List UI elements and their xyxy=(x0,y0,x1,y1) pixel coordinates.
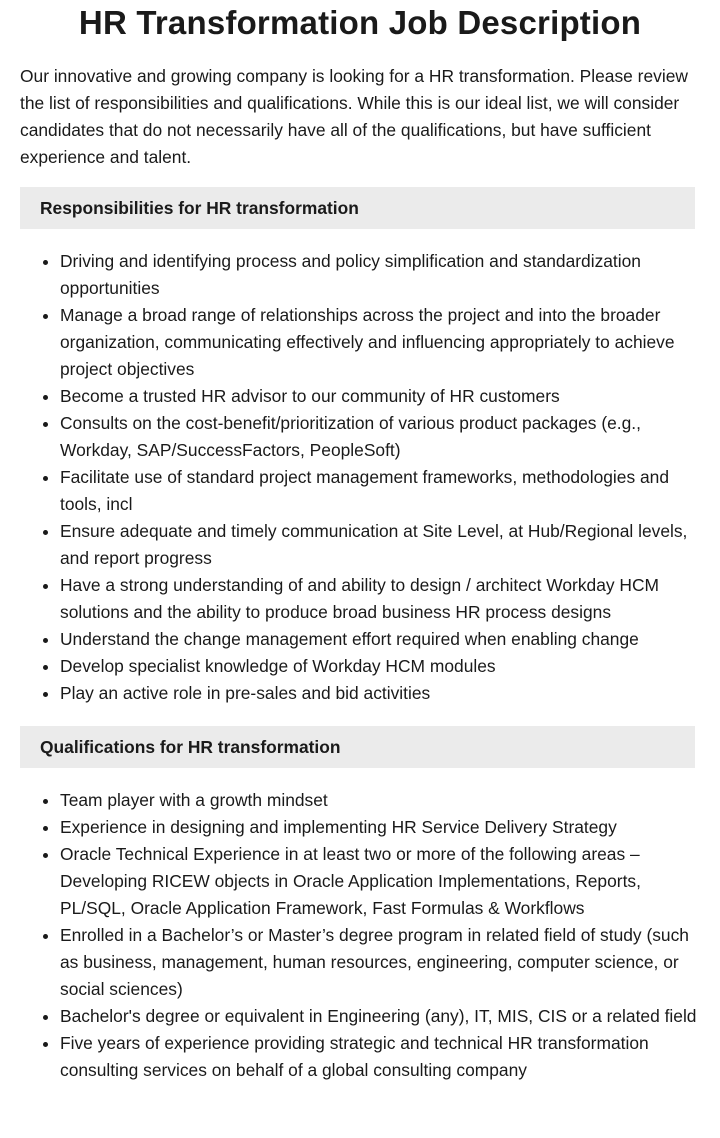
list-item: • Enrolled in a Bachelor’s or Master’s degree program in related field of study (such as business, management, human resources, engineering, computer science, or social sciences) xyxy=(60,922,700,1003)
list-item: • Driving and identifying process and policy simplification and standardization opportunities xyxy=(60,248,700,302)
responsibilities-heading: Responsibilities for HR transformation xyxy=(20,187,695,229)
qualifications-heading: Qualifications for HR transformation xyxy=(20,726,695,768)
list-item: • Bachelor's degree or equivalent in Engineering (any), IT, MIS, CIS or a related field xyxy=(60,1003,700,1030)
list-item: • Oracle Technical Experience in at least two or more of the following areas – Developing RICEW objects in Oracle Application Implementations, Reports, PL/SQL, Oracle Application Framework, Fast Formulas & Workflows xyxy=(60,841,700,922)
list-item: • Ensure adequate and timely communication at Site Level, at Hub/Regional levels, and report progress xyxy=(60,518,700,572)
list-item: • Manage a broad range of relationships across the project and into the broader organization, communicating effectively and influencing appropriately to achieve project objectives xyxy=(60,302,700,383)
page-title: HR Transformation Job Description xyxy=(78,4,642,41)
list-item: • Understand the change management effort required when enabling change xyxy=(60,626,700,653)
list-item: • Have a strong understanding of and ability to design / architect Workday HCM solutions and the ability to produce broad business HR process designs xyxy=(60,572,700,626)
list-item: • Facilitate use of standard project management frameworks, methodologies and tools, incl xyxy=(60,464,700,518)
intro-paragraph: Our innovative and growing company is looking for a HR transformation. Please review the list of responsibilities and qualifications. While this is our ideal list, we will consider candidates that do not necessarily have all of the qualifications, but have sufficient experience and talent. xyxy=(20,66,688,167)
list-item: • Team player with a growth mindset xyxy=(60,787,700,814)
list-item: • Five years of experience providing strategic and technical HR transformation consulting services on behalf of a global consulting company xyxy=(60,1030,700,1084)
qualifications-list xyxy=(0,787,720,1084)
list-item: • Experience in designing and implementing HR Service Delivery Strategy xyxy=(60,814,700,841)
list-item: • Become a trusted HR advisor to our community of HR customers xyxy=(60,383,700,410)
list-item: • Play an active role in pre-sales and bid activities xyxy=(60,680,700,707)
list-item: • Consults on the cost-benefit/prioritization of various product packages (e.g., Workday, SAP/SuccessFactors, PeopleSoft) xyxy=(60,410,700,464)
list-item: • Develop specialist knowledge of Workday HCM modules xyxy=(60,653,700,680)
responsibilities-list xyxy=(0,248,720,707)
